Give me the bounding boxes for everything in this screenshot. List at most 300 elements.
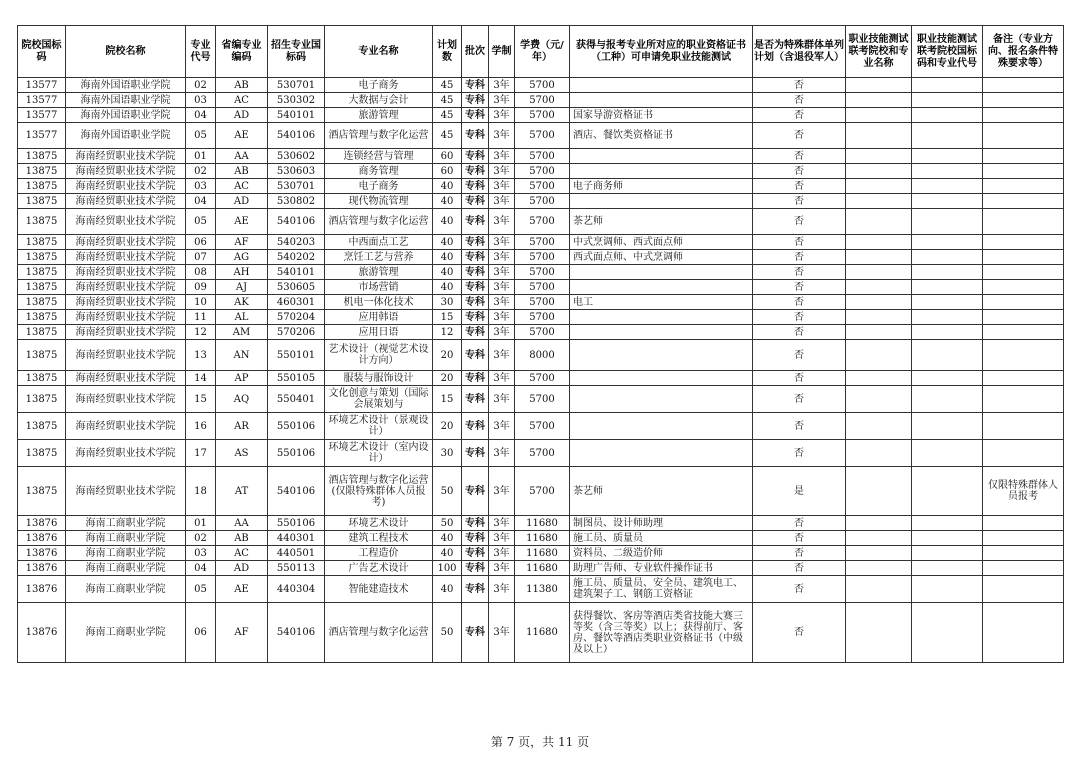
cell-province-code: AH	[216, 265, 268, 280]
cell-major-name: 工程造价	[325, 546, 433, 561]
table-row	[18, 265, 1064, 280]
cell-major-code: 06	[186, 603, 216, 663]
cell-special-group: 否	[753, 603, 846, 663]
cell-remarks	[983, 164, 1064, 179]
cell-joint-test-school	[846, 386, 912, 413]
cell-national-code: 530602	[268, 149, 325, 164]
cell-remarks	[983, 310, 1064, 325]
cell-plan-count: 20	[433, 413, 462, 440]
cell-duration: 3年	[489, 149, 515, 164]
cell-major-code: 02	[186, 78, 216, 93]
cell-joint-test-school	[846, 235, 912, 250]
cell-province-code: AE	[216, 576, 268, 603]
table-row	[18, 371, 1064, 386]
cell-tuition: 5700	[515, 194, 570, 209]
cell-joint-test-school	[846, 93, 912, 108]
cell-special-group: 否	[753, 325, 846, 340]
cell-major-name: 环境艺术设计（景观设计）	[325, 413, 433, 440]
admission-plan-table	[17, 25, 1064, 663]
cell-joint-test-school	[846, 209, 912, 235]
cell-plan-count: 30	[433, 440, 462, 467]
cell-certificate: 获得餐饮、客房等酒店类省技能大赛三等奖（含三等奖）以上；获得前厅、客房、餐饮等酒店类职业资格证书（中级及以上）	[570, 603, 753, 663]
cell-province-code: AT	[216, 467, 268, 516]
cell-special-group: 否	[753, 371, 846, 386]
cell-national-code: 530701	[268, 78, 325, 93]
cell-joint-test-code	[912, 108, 983, 123]
cell-plan-count: 12	[433, 325, 462, 340]
cell-national-code: 540106	[268, 603, 325, 663]
cell-certificate	[570, 194, 753, 209]
cell-plan-count: 40	[433, 576, 462, 603]
cell-plan-count: 40	[433, 265, 462, 280]
cell-major-code: 01	[186, 516, 216, 531]
cell-joint-test-school	[846, 78, 912, 93]
cell-remarks	[983, 325, 1064, 340]
cell-remarks	[983, 250, 1064, 265]
cell-duration: 3年	[489, 93, 515, 108]
cell-tuition: 5700	[515, 108, 570, 123]
cell-major-name: 环境艺术设计	[325, 516, 433, 531]
cell-joint-test-code	[912, 250, 983, 265]
cell-major-code: 03	[186, 546, 216, 561]
cell-certificate	[570, 413, 753, 440]
cell-certificate: 电工	[570, 295, 753, 310]
table-row	[18, 576, 1064, 603]
cell-joint-test-school	[846, 546, 912, 561]
cell-special-group: 否	[753, 531, 846, 546]
cell-duration: 3年	[489, 295, 515, 310]
cell-joint-test-school	[846, 531, 912, 546]
cell-province-code: AG	[216, 250, 268, 265]
cell-school-name: 海南经贸职业技术学院	[66, 413, 186, 440]
cell-major-name: 艺术设计（视觉艺术设计方向）	[325, 340, 433, 371]
cell-school-name: 海南外国语职业学院	[66, 108, 186, 123]
cell-plan-count: 40	[433, 531, 462, 546]
cell-batch: 专科	[462, 108, 489, 123]
cell-school-name: 海南经贸职业技术学院	[66, 340, 186, 371]
cell-plan-count: 15	[433, 310, 462, 325]
cell-major-code: 18	[186, 467, 216, 516]
cell-joint-test-code	[912, 325, 983, 340]
cell-major-code: 16	[186, 413, 216, 440]
cell-plan-count: 20	[433, 340, 462, 371]
cell-province-code: AA	[216, 149, 268, 164]
cell-school-name: 海南工商职业学院	[66, 531, 186, 546]
cell-school-code: 13875	[18, 325, 66, 340]
cell-major-code: 15	[186, 386, 216, 413]
cell-special-group: 否	[753, 280, 846, 295]
cell-duration: 3年	[489, 194, 515, 209]
header-remarks: 备注（专业方向、报名条件特殊要求等）	[983, 26, 1064, 78]
cell-duration: 3年	[489, 280, 515, 295]
cell-batch: 专科	[462, 265, 489, 280]
cell-joint-test-school	[846, 179, 912, 194]
cell-province-code: AB	[216, 531, 268, 546]
cell-major-name: 酒店管理与数字化运营(仅限特殊群体人员报考)	[325, 467, 433, 516]
cell-batch: 专科	[462, 440, 489, 467]
cell-duration: 3年	[489, 440, 515, 467]
cell-special-group: 否	[753, 250, 846, 265]
cell-province-code: AJ	[216, 280, 268, 295]
cell-major-name: 酒店管理与数字化运营	[325, 209, 433, 235]
cell-plan-count: 40	[433, 250, 462, 265]
cell-joint-test-code	[912, 149, 983, 164]
cell-school-code: 13876	[18, 576, 66, 603]
cell-batch: 专科	[462, 603, 489, 663]
cell-school-name: 海南经贸职业技术学院	[66, 149, 186, 164]
table-row	[18, 93, 1064, 108]
cell-major-code: 13	[186, 340, 216, 371]
cell-national-code: 530603	[268, 164, 325, 179]
cell-tuition: 5700	[515, 295, 570, 310]
cell-province-code: AM	[216, 325, 268, 340]
cell-remarks: 仅限特殊群体人员报考	[983, 467, 1064, 516]
cell-certificate	[570, 78, 753, 93]
cell-joint-test-school	[846, 164, 912, 179]
cell-province-code: AQ	[216, 386, 268, 413]
cell-major-code: 04	[186, 108, 216, 123]
table-row	[18, 149, 1064, 164]
cell-school-name: 海南外国语职业学院	[66, 78, 186, 93]
cell-joint-test-code	[912, 179, 983, 194]
cell-batch: 专科	[462, 386, 489, 413]
cell-province-code: AB	[216, 164, 268, 179]
cell-plan-count: 40	[433, 179, 462, 194]
cell-joint-test-code	[912, 310, 983, 325]
cell-special-group: 否	[753, 386, 846, 413]
cell-national-code: 440304	[268, 576, 325, 603]
cell-major-name: 旅游管理	[325, 108, 433, 123]
cell-school-name: 海南经贸职业技术学院	[66, 295, 186, 310]
cell-major-name: 旅游管理	[325, 265, 433, 280]
cell-joint-test-school	[846, 194, 912, 209]
cell-batch: 专科	[462, 561, 489, 576]
cell-major-code: 04	[186, 194, 216, 209]
cell-remarks	[983, 235, 1064, 250]
cell-school-code: 13875	[18, 265, 66, 280]
cell-province-code: AC	[216, 546, 268, 561]
cell-plan-count: 50	[433, 516, 462, 531]
cell-certificate: 酒店、餐饮类资格证书	[570, 123, 753, 149]
cell-batch: 专科	[462, 235, 489, 250]
cell-school-code: 13875	[18, 209, 66, 235]
cell-plan-count: 15	[433, 386, 462, 413]
cell-national-code: 540101	[268, 108, 325, 123]
cell-remarks	[983, 440, 1064, 467]
cell-joint-test-code	[912, 209, 983, 235]
cell-major-code: 10	[186, 295, 216, 310]
cell-province-code: AN	[216, 340, 268, 371]
cell-plan-count: 40	[433, 546, 462, 561]
cell-school-name: 海南外国语职业学院	[66, 123, 186, 149]
header-joint-test-school: 职业技能测试联考院校和专业名称	[846, 26, 912, 78]
cell-tuition: 5700	[515, 123, 570, 149]
cell-batch: 专科	[462, 576, 489, 603]
cell-joint-test-school	[846, 576, 912, 603]
cell-major-code: 04	[186, 561, 216, 576]
cell-school-code: 13577	[18, 108, 66, 123]
cell-remarks	[983, 561, 1064, 576]
cell-province-code: AA	[216, 516, 268, 531]
cell-school-name: 海南经贸职业技术学院	[66, 164, 186, 179]
cell-batch: 专科	[462, 340, 489, 371]
cell-plan-count: 40	[433, 280, 462, 295]
cell-certificate: 施工员、质量员、安全员、建筑电工、建筑架子工、钢筋工资格证	[570, 576, 753, 603]
table-row	[18, 440, 1064, 467]
cell-tuition: 5700	[515, 440, 570, 467]
cell-school-code: 13876	[18, 531, 66, 546]
cell-special-group: 否	[753, 340, 846, 371]
cell-joint-test-code	[912, 340, 983, 371]
cell-province-code: AF	[216, 603, 268, 663]
cell-remarks	[983, 531, 1064, 546]
cell-batch: 专科	[462, 295, 489, 310]
cell-major-code: 06	[186, 235, 216, 250]
cell-major-name: 建筑工程技术	[325, 531, 433, 546]
cell-remarks	[983, 265, 1064, 280]
cell-joint-test-code	[912, 371, 983, 386]
cell-school-code: 13875	[18, 295, 66, 310]
cell-joint-test-school	[846, 265, 912, 280]
cell-major-name: 酒店管理与数字化运营	[325, 603, 433, 663]
cell-special-group: 否	[753, 149, 846, 164]
cell-certificate: 茶艺师	[570, 209, 753, 235]
cell-tuition: 5700	[515, 93, 570, 108]
table-row	[18, 531, 1064, 546]
cell-major-name: 应用韩语	[325, 310, 433, 325]
cell-duration: 3年	[489, 325, 515, 340]
cell-national-code: 440501	[268, 546, 325, 561]
cell-joint-test-school	[846, 603, 912, 663]
cell-major-code: 05	[186, 576, 216, 603]
table-row	[18, 561, 1064, 576]
cell-national-code: 570206	[268, 325, 325, 340]
cell-major-code: 14	[186, 371, 216, 386]
cell-major-name: 大数据与会计	[325, 93, 433, 108]
cell-province-code: AE	[216, 209, 268, 235]
cell-school-code: 13875	[18, 179, 66, 194]
cell-school-code: 13875	[18, 149, 66, 164]
cell-tuition: 11680	[515, 516, 570, 531]
cell-special-group: 否	[753, 413, 846, 440]
cell-school-name: 海南工商职业学院	[66, 516, 186, 531]
cell-remarks	[983, 123, 1064, 149]
cell-school-code: 13875	[18, 310, 66, 325]
cell-major-code: 02	[186, 531, 216, 546]
cell-school-code: 13876	[18, 603, 66, 663]
cell-joint-test-code	[912, 413, 983, 440]
header-plan-count: 计划数	[433, 26, 462, 78]
cell-national-code: 540202	[268, 250, 325, 265]
cell-plan-count: 60	[433, 164, 462, 179]
cell-duration: 3年	[489, 576, 515, 603]
cell-school-code: 13875	[18, 386, 66, 413]
cell-national-code: 530701	[268, 179, 325, 194]
cell-certificate	[570, 310, 753, 325]
cell-school-code: 13876	[18, 516, 66, 531]
cell-province-code: AC	[216, 93, 268, 108]
cell-remarks	[983, 209, 1064, 235]
cell-batch: 专科	[462, 123, 489, 149]
cell-joint-test-school	[846, 325, 912, 340]
cell-joint-test-code	[912, 265, 983, 280]
cell-duration: 3年	[489, 516, 515, 531]
cell-remarks	[983, 413, 1064, 440]
cell-school-name: 海南经贸职业技术学院	[66, 440, 186, 467]
cell-certificate	[570, 265, 753, 280]
cell-school-code: 13875	[18, 235, 66, 250]
cell-joint-test-code	[912, 516, 983, 531]
cell-joint-test-school	[846, 516, 912, 531]
cell-duration: 3年	[489, 78, 515, 93]
cell-duration: 3年	[489, 561, 515, 576]
cell-certificate	[570, 325, 753, 340]
cell-school-name: 海南工商职业学院	[66, 576, 186, 603]
cell-plan-count: 45	[433, 123, 462, 149]
cell-batch: 专科	[462, 250, 489, 265]
cell-joint-test-school	[846, 467, 912, 516]
cell-joint-test-code	[912, 603, 983, 663]
cell-school-name: 海南经贸职业技术学院	[66, 467, 186, 516]
cell-joint-test-school	[846, 413, 912, 440]
cell-province-code: AK	[216, 295, 268, 310]
cell-certificate	[570, 149, 753, 164]
cell-major-name: 广告艺术设计	[325, 561, 433, 576]
cell-certificate	[570, 164, 753, 179]
cell-school-code: 13875	[18, 194, 66, 209]
cell-joint-test-school	[846, 561, 912, 576]
cell-remarks	[983, 386, 1064, 413]
table-row	[18, 78, 1064, 93]
cell-school-name: 海南工商职业学院	[66, 546, 186, 561]
cell-special-group: 否	[753, 164, 846, 179]
cell-joint-test-code	[912, 164, 983, 179]
cell-major-code: 09	[186, 280, 216, 295]
cell-major-code: 03	[186, 179, 216, 194]
cell-special-group: 否	[753, 209, 846, 235]
table-row	[18, 546, 1064, 561]
cell-province-code: AC	[216, 179, 268, 194]
cell-major-name: 酒店管理与数字化运营	[325, 123, 433, 149]
table-row	[18, 603, 1064, 663]
cell-national-code: 460301	[268, 295, 325, 310]
cell-plan-count: 40	[433, 194, 462, 209]
cell-joint-test-code	[912, 78, 983, 93]
cell-joint-test-code	[912, 531, 983, 546]
cell-certificate: 资料员、二级造价师	[570, 546, 753, 561]
cell-remarks	[983, 194, 1064, 209]
table-row	[18, 194, 1064, 209]
cell-joint-test-code	[912, 561, 983, 576]
cell-plan-count: 45	[433, 93, 462, 108]
cell-remarks	[983, 340, 1064, 371]
cell-school-name: 海南经贸职业技术学院	[66, 265, 186, 280]
cell-certificate: 西式面点师、中式烹调师	[570, 250, 753, 265]
cell-national-code: 550101	[268, 340, 325, 371]
cell-national-code: 530302	[268, 93, 325, 108]
cell-school-code: 13875	[18, 280, 66, 295]
cell-school-name: 海南经贸职业技术学院	[66, 280, 186, 295]
cell-batch: 专科	[462, 149, 489, 164]
cell-major-name: 现代物流管理	[325, 194, 433, 209]
cell-major-code: 12	[186, 325, 216, 340]
cell-joint-test-school	[846, 108, 912, 123]
cell-joint-test-code	[912, 295, 983, 310]
cell-remarks	[983, 78, 1064, 93]
cell-national-code: 540106	[268, 467, 325, 516]
cell-special-group: 否	[753, 78, 846, 93]
cell-school-name: 海南经贸职业技术学院	[66, 386, 186, 413]
cell-duration: 3年	[489, 250, 515, 265]
cell-school-name: 海南经贸职业技术学院	[66, 310, 186, 325]
cell-school-name: 海南经贸职业技术学院	[66, 209, 186, 235]
cell-major-code: 03	[186, 93, 216, 108]
cell-special-group: 否	[753, 93, 846, 108]
cell-tuition: 5700	[515, 179, 570, 194]
cell-special-group: 否	[753, 179, 846, 194]
cell-batch: 专科	[462, 164, 489, 179]
cell-duration: 3年	[489, 603, 515, 663]
cell-joint-test-code	[912, 280, 983, 295]
cell-school-name: 海南工商职业学院	[66, 603, 186, 663]
cell-major-name: 电子商务	[325, 78, 433, 93]
cell-major-code: 11	[186, 310, 216, 325]
cell-duration: 3年	[489, 531, 515, 546]
cell-certificate: 电子商务师	[570, 179, 753, 194]
cell-province-code: AD	[216, 108, 268, 123]
cell-major-name: 服装与服饰设计	[325, 371, 433, 386]
cell-special-group: 是	[753, 467, 846, 516]
table-body	[18, 78, 1064, 663]
table-row	[18, 280, 1064, 295]
cell-batch: 专科	[462, 280, 489, 295]
cell-remarks	[983, 546, 1064, 561]
cell-national-code: 550106	[268, 516, 325, 531]
cell-joint-test-code	[912, 440, 983, 467]
header-duration: 学制	[489, 26, 515, 78]
cell-school-code: 13876	[18, 561, 66, 576]
cell-joint-test-code	[912, 194, 983, 209]
cell-plan-count: 45	[433, 108, 462, 123]
cell-special-group: 否	[753, 440, 846, 467]
header-special-group: 是否为特殊群体单列计划（含退役军人）	[753, 26, 846, 78]
header-tuition: 学费（元/年）	[515, 26, 570, 78]
cell-province-code: AR	[216, 413, 268, 440]
cell-school-code: 13577	[18, 93, 66, 108]
cell-joint-test-code	[912, 467, 983, 516]
cell-province-code: AS	[216, 440, 268, 467]
cell-tuition: 5700	[515, 280, 570, 295]
cell-school-name: 海南外国语职业学院	[66, 93, 186, 108]
cell-duration: 3年	[489, 546, 515, 561]
cell-tuition: 5700	[515, 265, 570, 280]
cell-joint-test-school	[846, 250, 912, 265]
cell-national-code: 550401	[268, 386, 325, 413]
cell-duration: 3年	[489, 164, 515, 179]
cell-school-code: 13577	[18, 78, 66, 93]
cell-tuition: 5700	[515, 209, 570, 235]
cell-tuition: 5700	[515, 235, 570, 250]
cell-tuition: 5700	[515, 78, 570, 93]
cell-joint-test-school	[846, 149, 912, 164]
cell-remarks	[983, 516, 1064, 531]
table-row	[18, 235, 1064, 250]
cell-certificate: 助理广告师、专业软件操作证书	[570, 561, 753, 576]
cell-certificate: 茶艺师	[570, 467, 753, 516]
cell-national-code: 540203	[268, 235, 325, 250]
table-header-row	[18, 26, 1064, 78]
cell-school-code: 13876	[18, 546, 66, 561]
